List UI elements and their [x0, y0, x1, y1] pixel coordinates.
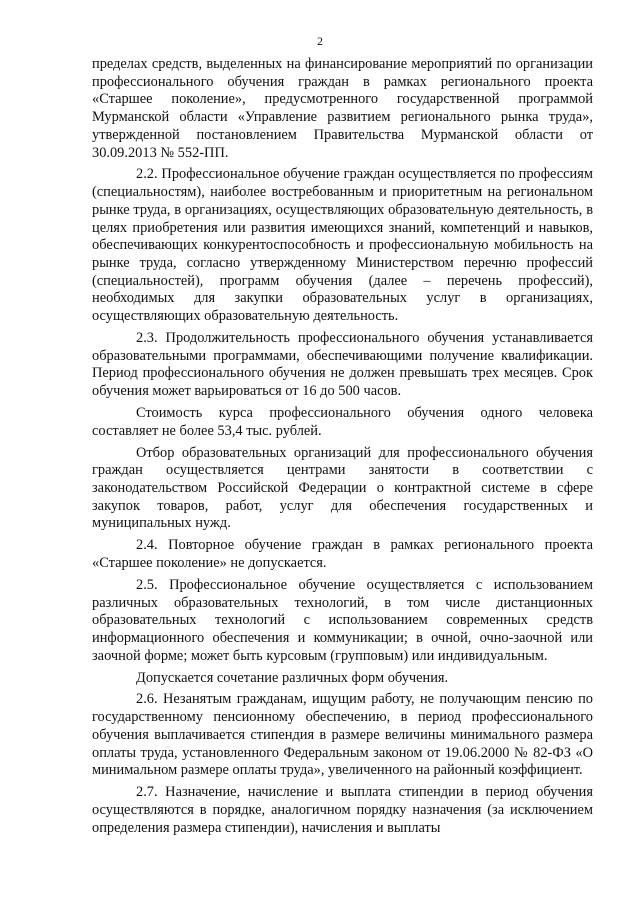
paragraph-2-7: 2.7. Назначение, начисление и выплата стипендии в период обучения осуществляются в порядке, аналогичном порядку назначения (за исключением определения размера стипендии), начисления и выплаты: [92, 784, 593, 836]
paragraph-continuation: пределах средств, выделенных на финансирование мероприятий по организации профессионального обучения граждан в рамках регионального проекта «Старшее поколение», предусмотренного государственной программой Мурманской области «Управление развитием регионального рынка труда», утвержденной постановлением Правительства Мурманской области от 30.09.2013 № 552-ПП.: [92, 56, 593, 161]
paragraph-2-2: 2.2. Профессиональное обучение граждан осуществляется по профессиям (специальностям), наиболее востребованным и приоритетным на региональном рынке труда, в организациях, осуществляющих образовательную деятельность, в целях приобретения или развития имеющихся знаний, компетенций и навыков, обеспечивающих конкурентоспособность и профессиональную мобильность на рынке труда, согласно утвержденному Министерством перечню профессий (специальностей), программ обучения (далее – перечень профессий), необходимых для закупки образовательных услуг в организациях, осуществляющих образовательную деятельность.: [92, 166, 593, 325]
paragraph-course-cost: Стоимость курса профессионального обучения одного человека составляет не более 53,4 тыс. рублей.: [92, 404, 593, 439]
paragraph-forms-combination: Допускается сочетание различных форм обучения.: [136, 669, 449, 686]
paragraph-2-3: 2.3. Продолжительность профессионального обучения устанавливается образовательными программами, обеспечивающими получение квалификации. Период профессионального обучения не должен превышать трех месяцев. Срок обучения может варьироваться от 16 до 500 часов.: [92, 329, 593, 400]
page-number: 2: [317, 34, 323, 48]
paragraph-selection: Отбор образовательных организаций для профессионального обучения граждан осуществляется центрами занятости в соответствии с законодательством Российской Федерации о контрактной системе в сфере закупок товаров, работ, услуг для обеспечения государственных и муниципальных нужд.: [92, 444, 593, 532]
paragraph-2-4: 2.4. Повторное обучение граждан в рамках регионального проекта «Старшее поколение» не допускается.: [92, 537, 593, 571]
paragraph-2-6: 2.6. Незанятым гражданам, ищущим работу, не получающим пенсию по государственному пенсионному обеспечению, в период профессионального обучения выплачивается стипендия в размере величины минимального размера оплаты труда, установленного Федеральным законом от 19.06.2000 № 82-ФЗ «О минимальном размере оплаты труда», увеличенного на районный коэффициент.: [92, 691, 593, 779]
paragraph-2-5: 2.5. Профессиональное обучение осуществляется с использованием различных образовательных технологий, в том числе дистанционных образовательных технологий с использованием современных средств информационного обеспечения и коммуникации; в очной, очно-заочной или заочной форме; может быть курсовым (групповым) или индивидуальным.: [92, 576, 593, 664]
document-body: [92, 56, 593, 837]
